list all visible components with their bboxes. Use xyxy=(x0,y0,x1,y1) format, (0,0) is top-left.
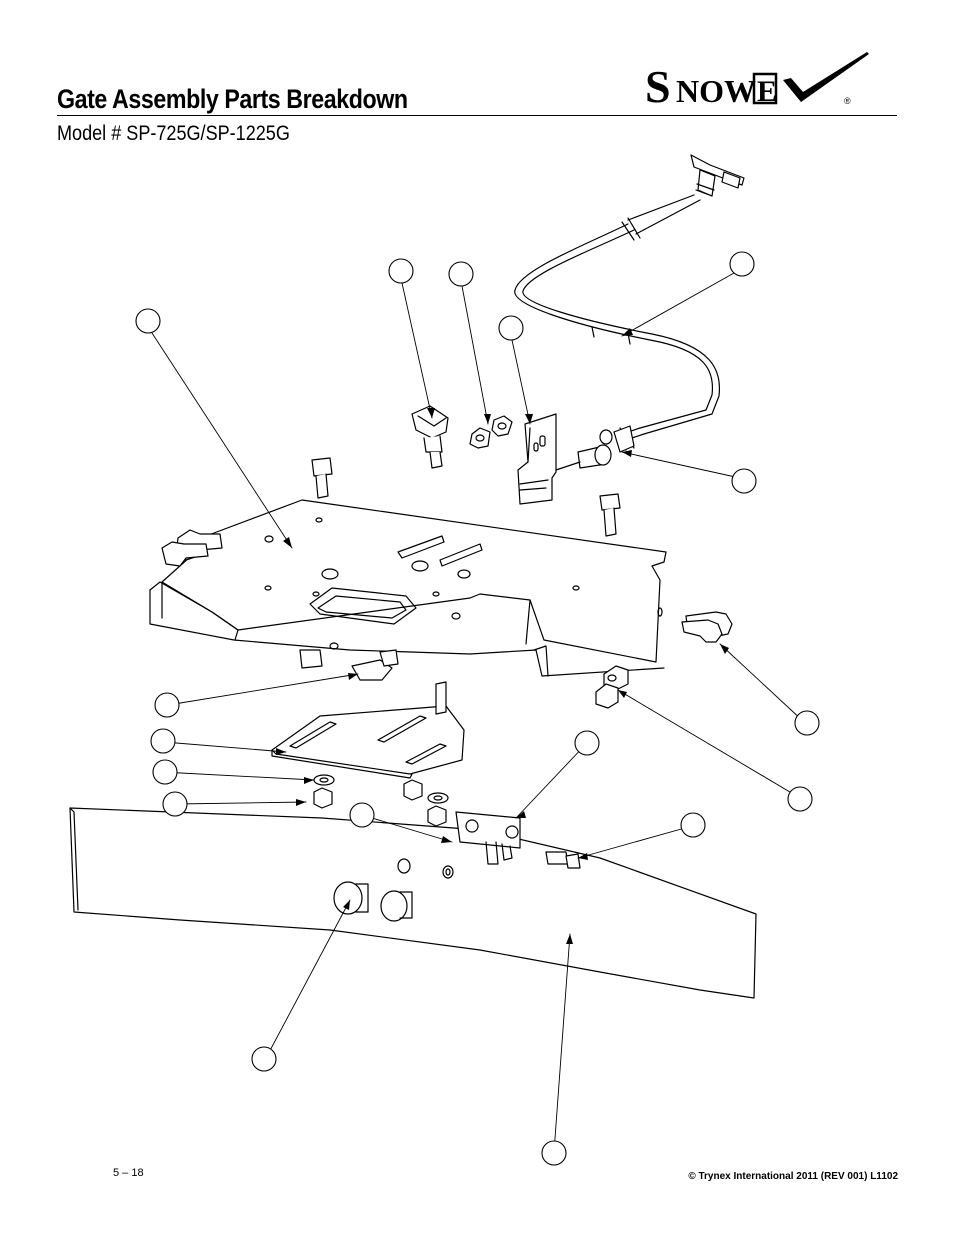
callout-11 xyxy=(350,803,374,827)
callout-13 xyxy=(795,711,819,735)
callout-15 xyxy=(681,813,705,837)
gate-slide-plate xyxy=(272,682,464,778)
cable-bracket xyxy=(518,414,556,504)
knob xyxy=(412,406,448,468)
model-subtitle: Model # SP-725G/SP-1225G xyxy=(57,122,290,145)
callout-2 xyxy=(449,262,473,286)
callout-17 xyxy=(542,1141,566,1165)
callout-14 xyxy=(788,787,812,811)
callout-9 xyxy=(153,760,177,784)
svg-text:®: ® xyxy=(844,96,851,106)
control-cable xyxy=(515,195,720,450)
callout-3 xyxy=(499,316,523,340)
leader-lines xyxy=(152,273,804,1152)
callout-12 xyxy=(575,731,599,755)
page-title: Gate Assembly Parts Breakdown xyxy=(57,84,408,114)
callout-16 xyxy=(252,1047,276,1071)
svg-text:S: S xyxy=(645,61,671,108)
callout-8 xyxy=(151,729,175,753)
callout-5 xyxy=(732,469,756,493)
svg-text:NOW: NOW xyxy=(676,73,756,108)
callout-circles xyxy=(136,252,819,1165)
hex-bolt-side xyxy=(682,612,732,642)
svg-text:E: E xyxy=(757,75,778,108)
page-number: 5 – 18 xyxy=(113,1167,144,1179)
callout-6 xyxy=(136,309,160,333)
callout-7 xyxy=(155,693,179,717)
cable-handle xyxy=(691,155,744,196)
lock-nut xyxy=(470,416,512,448)
callout-4 xyxy=(730,252,754,276)
gate-plate xyxy=(150,500,666,676)
flat-washer xyxy=(314,775,448,803)
copyright-notice: © Trynex International 2011 (REV 001) L1102 xyxy=(688,1171,898,1182)
callout-10 xyxy=(163,792,187,816)
cable-clevis-pin xyxy=(556,426,634,470)
callout-1 xyxy=(389,259,413,283)
